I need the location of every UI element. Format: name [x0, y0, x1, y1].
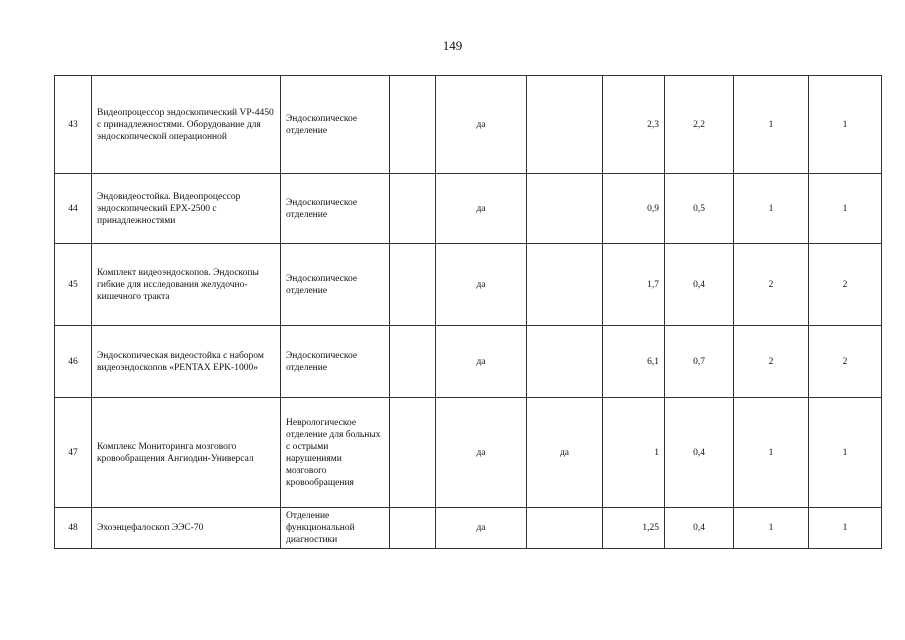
- cell-col-i: 1: [809, 398, 882, 508]
- cell-col-g: 2,2: [665, 76, 734, 174]
- cell-col-f: 1,25: [603, 508, 665, 549]
- cell-col-c: [390, 76, 436, 174]
- row-number: 45: [55, 244, 92, 326]
- department: Эндоскопическое отделение: [281, 326, 390, 398]
- cell-col-h: 1: [734, 398, 809, 508]
- equipment-name: Видеопроцессор эндоскопический VP-4450 с принадлежностями. Оборудование для эндоскопической операционной: [92, 76, 281, 174]
- department: Неврологическое отделение для больных с острыми нарушениями мозгового кровообращения: [281, 398, 390, 508]
- cell-col-h: 1: [734, 508, 809, 549]
- row-number: 43: [55, 76, 92, 174]
- cell-col-i: 2: [809, 326, 882, 398]
- cell-col-c: [390, 174, 436, 244]
- cell-col-g: 0,5: [665, 174, 734, 244]
- table-row: [55, 398, 882, 508]
- department: Отделение функциональной диагностики: [281, 508, 390, 549]
- equipment-name: Комплекс Мониторинга мозгового кровообращения Ангиодин-Универсал: [92, 398, 281, 508]
- cell-col-d: да: [436, 174, 527, 244]
- cell-col-f: 2,3: [603, 76, 665, 174]
- cell-col-c: [390, 326, 436, 398]
- cell-col-f: 1: [603, 398, 665, 508]
- table-body: [55, 76, 882, 549]
- table-row: [55, 174, 882, 244]
- cell-col-d: да: [436, 398, 527, 508]
- equipment-name: Эндовидеостойка. Видеопроцессор эндоскопический EPX-2500 с принадлежностями: [92, 174, 281, 244]
- cell-col-h: 2: [734, 326, 809, 398]
- cell-col-i: 1: [809, 174, 882, 244]
- cell-col-h: 1: [734, 76, 809, 174]
- cell-col-e: [527, 508, 603, 549]
- cell-col-c: [390, 508, 436, 549]
- cell-col-g: 0,4: [665, 508, 734, 549]
- table-row: [55, 244, 882, 326]
- cell-col-g: 0,4: [665, 398, 734, 508]
- equipment-name: Эндоскопическая видеостойка с набором видеоэндоскопов «PENTAX EPK-1000»: [92, 326, 281, 398]
- cell-col-f: 6,1: [603, 326, 665, 398]
- cell-col-g: 0,7: [665, 326, 734, 398]
- row-number: 47: [55, 398, 92, 508]
- equipment-name: Эхоэнцефалоскоп ЭЭС-70: [92, 508, 281, 549]
- department: Эндоскопическое отделение: [281, 174, 390, 244]
- table-row: [55, 76, 882, 174]
- cell-col-e: [527, 244, 603, 326]
- cell-col-d: да: [436, 76, 527, 174]
- cell-col-e: [527, 76, 603, 174]
- cell-col-f: 1,7: [603, 244, 665, 326]
- cell-col-e: [527, 174, 603, 244]
- department: Эндоскопическое отделение: [281, 76, 390, 174]
- cell-col-c: [390, 244, 436, 326]
- equipment-name: Комплект видеоэндоскопов. Эндоскопы гибкие для исследования желудочно-кишечного тракта: [92, 244, 281, 326]
- table-row: [55, 326, 882, 398]
- table-row: [55, 508, 882, 549]
- cell-col-d: да: [436, 244, 527, 326]
- cell-col-e: да: [527, 398, 603, 508]
- page-number: 149: [442, 38, 463, 53]
- cell-col-i: 2: [809, 244, 882, 326]
- row-number: 48: [55, 508, 92, 549]
- row-number: 44: [55, 174, 92, 244]
- cell-col-d: да: [436, 508, 527, 549]
- cell-col-e: [527, 326, 603, 398]
- cell-col-i: 1: [809, 508, 882, 549]
- cell-col-f: 0,9: [603, 174, 665, 244]
- cell-col-g: 0,4: [665, 244, 734, 326]
- cell-col-c: [390, 398, 436, 508]
- cell-col-h: 1: [734, 174, 809, 244]
- cell-col-d: да: [436, 326, 527, 398]
- department: Эндоскопическое отделение: [281, 244, 390, 326]
- equipment-table: [54, 75, 882, 549]
- cell-col-h: 2: [734, 244, 809, 326]
- row-number: 46: [55, 326, 92, 398]
- cell-col-i: 1: [809, 76, 882, 174]
